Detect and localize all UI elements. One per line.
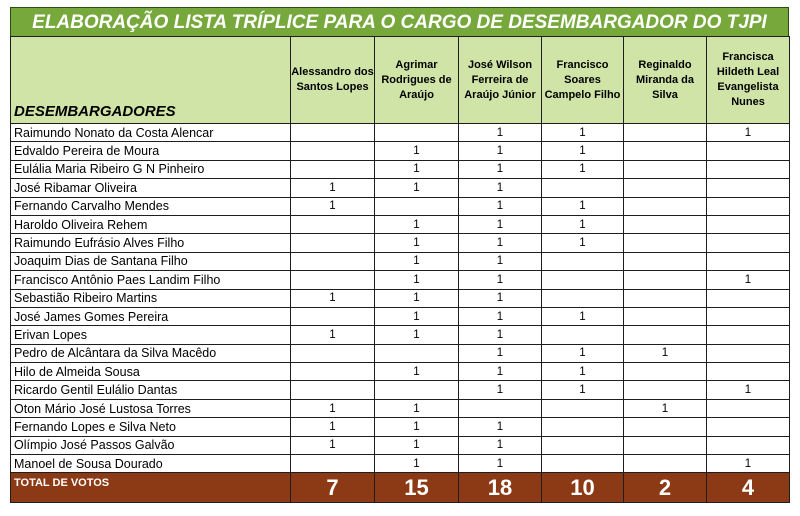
vote-cell [542,418,624,436]
table-row [11,381,790,399]
vote-cell: 1 [375,455,459,473]
vote-cell: 1 [375,215,459,233]
vote-cell [291,344,375,362]
vote-cell [707,418,790,436]
vote-cell: 1 [459,271,542,289]
vote-cell: 1 [291,289,375,307]
desembargador-name: Raimundo Nonato da Costa Alencar [11,124,291,142]
vote-cell [542,326,624,344]
desembargador-name: José James Gomes Pereira [11,307,291,325]
vote-cell: 1 [542,307,624,325]
total-value: 7 [291,473,375,503]
votes-table-container [10,7,789,503]
vote-cell: 1 [459,215,542,233]
desembargador-name: Raimundo Eufrásio Alves Filho [11,234,291,252]
vote-cell: 1 [542,234,624,252]
desembargador-name: Ricardo Gentil Eulálio Dantas [11,381,291,399]
vote-cell [707,215,790,233]
vote-cell [707,436,790,454]
vote-cell: 1 [707,271,790,289]
vote-cell [542,252,624,270]
vote-cell: 1 [375,399,459,417]
vote-cell [707,234,790,252]
vote-cell: 1 [375,436,459,454]
vote-cell [624,215,707,233]
vote-cell: 1 [459,436,542,454]
header-candidate: Francisco Soares Campelo Filho [542,37,624,124]
vote-cell [375,197,459,215]
header-row [11,37,790,124]
vote-cell: 1 [459,289,542,307]
vote-cell [624,197,707,215]
vote-cell [624,326,707,344]
desembargador-name: José Ribamar Oliveira [11,179,291,197]
header-candidate: Reginaldo Miranda da Silva [624,37,707,124]
vote-cell: 1 [542,160,624,178]
vote-cell [707,399,790,417]
vote-cell: 1 [375,289,459,307]
vote-cell [375,381,459,399]
vote-cell: 1 [459,363,542,381]
desembargador-name: Sebastião Ribeiro Martins [11,289,291,307]
table-row [11,418,790,436]
table-row [11,252,790,270]
vote-cell [624,289,707,307]
vote-cell [542,179,624,197]
desembargador-name: Olímpio José Passos Galvão [11,436,291,454]
table-row [11,326,790,344]
desembargador-name: Edvaldo Pereira de Moura [11,142,291,160]
vote-cell: 1 [459,326,542,344]
vote-cell: 1 [459,344,542,362]
vote-cell [707,289,790,307]
table-row [11,215,790,233]
desembargador-name: Eulália Maria Ribeiro G N Pinheiro [11,160,291,178]
total-value: 18 [459,473,542,503]
vote-cell [291,307,375,325]
vote-cell: 1 [459,179,542,197]
vote-cell: 1 [375,179,459,197]
vote-cell [459,399,542,417]
vote-cell [375,344,459,362]
table-row [11,124,790,142]
table-row [11,344,790,362]
votes-table [10,36,790,503]
vote-cell [707,197,790,215]
vote-cell: 1 [624,399,707,417]
vote-cell: 1 [375,307,459,325]
desembargador-name: Pedro de Alcântara da Silva Macêdo [11,344,291,362]
vote-cell [291,381,375,399]
vote-cell [624,307,707,325]
vote-cell: 1 [291,399,375,417]
total-row [11,473,790,503]
vote-cell: 1 [542,215,624,233]
vote-cell [707,160,790,178]
header-candidate: José Wilson Ferreira de Araújo Júnior [459,37,542,124]
vote-cell [707,326,790,344]
vote-cell [291,252,375,270]
vote-cell: 1 [375,271,459,289]
vote-cell: 1 [291,418,375,436]
vote-cell: 1 [624,344,707,362]
vote-cell: 1 [375,252,459,270]
vote-cell: 1 [707,124,790,142]
desembargador-name: Erivan Lopes [11,326,291,344]
vote-cell [624,418,707,436]
desembargador-name: Francisco Antônio Paes Landim Filho [11,271,291,289]
vote-cell: 1 [459,234,542,252]
vote-cell [542,399,624,417]
vote-cell: 1 [542,381,624,399]
total-value: 2 [624,473,707,503]
vote-cell: 1 [459,455,542,473]
table-row [11,455,790,473]
vote-cell [624,124,707,142]
vote-cell: 1 [542,142,624,160]
vote-cell [291,215,375,233]
vote-cell [542,455,624,473]
vote-cell: 1 [375,142,459,160]
desembargador-name: Haroldo Oliveira Rehem [11,215,291,233]
vote-cell [291,124,375,142]
vote-cell [624,234,707,252]
vote-cell [624,252,707,270]
total-value: 10 [542,473,624,503]
table-row [11,436,790,454]
vote-cell [707,142,790,160]
vote-cell: 1 [375,326,459,344]
vote-cell [291,363,375,381]
vote-cell: 1 [707,381,790,399]
vote-cell [707,307,790,325]
table-row [11,160,790,178]
vote-cell [291,271,375,289]
table-row [11,271,790,289]
vote-cell [375,124,459,142]
desembargador-name: Fernando Lopes e Silva Neto [11,418,291,436]
vote-cell [291,455,375,473]
vote-cell [291,160,375,178]
vote-cell [624,381,707,399]
vote-cell: 1 [291,436,375,454]
header-candidate: Agrimar Rodrigues de Araújo [375,37,459,124]
vote-cell: 1 [459,307,542,325]
vote-cell: 1 [459,160,542,178]
vote-cell [707,344,790,362]
vote-cell: 1 [375,363,459,381]
desembargador-name: Manoel de Sousa Dourado [11,455,291,473]
vote-cell [291,234,375,252]
vote-cell: 1 [707,455,790,473]
total-value: 4 [707,473,790,503]
table-row [11,234,790,252]
vote-cell [542,436,624,454]
vote-cell [707,363,790,381]
vote-cell [542,271,624,289]
vote-cell [542,289,624,307]
vote-cell [624,455,707,473]
vote-cell [624,363,707,381]
total-label: TOTAL DE VOTOS [11,473,291,503]
vote-cell: 1 [542,363,624,381]
vote-cell: 1 [459,252,542,270]
vote-cell: 1 [459,197,542,215]
vote-cell: 1 [291,179,375,197]
desembargador-name: Hilo de Almeida Sousa [11,363,291,381]
header-candidate: Francisca Hildeth Leal Evangelista Nunes [707,37,790,124]
vote-cell: 1 [459,381,542,399]
vote-cell [707,252,790,270]
table-row [11,363,790,381]
vote-cell: 1 [459,418,542,436]
table-row [11,197,790,215]
table-row [11,179,790,197]
desembargador-name: Fernando Carvalho Mendes [11,197,291,215]
vote-cell: 1 [542,344,624,362]
vote-cell: 1 [375,160,459,178]
vote-cell [624,179,707,197]
vote-cell [624,160,707,178]
table-row [11,307,790,325]
vote-cell [624,436,707,454]
header-candidate: Alessandro dos Santos Lopes [291,37,375,124]
vote-cell: 1 [459,124,542,142]
desembargador-name: Joaquim Dias de Santana Filho [11,252,291,270]
table-row [11,399,790,417]
vote-cell [624,142,707,160]
table-row [11,289,790,307]
table-title: ELABORAÇÃO LISTA TRÍPLICE PARA O CARGO DE DESEMBARGADOR DO TJPI [10,7,789,36]
vote-cell: 1 [459,142,542,160]
vote-cell [624,271,707,289]
vote-cell: 1 [375,234,459,252]
desembargador-name: Oton Mário José Lustosa Torres [11,399,291,417]
votes-table-body [11,124,790,473]
vote-cell: 1 [291,326,375,344]
vote-cell [707,179,790,197]
vote-cell: 1 [291,197,375,215]
total-value: 15 [375,473,459,503]
vote-cell [291,142,375,160]
vote-cell: 1 [375,418,459,436]
table-row [11,142,790,160]
header-desembargadores: DESEMBARGADORES [11,37,291,124]
vote-cell: 1 [542,124,624,142]
vote-cell: 1 [542,197,624,215]
